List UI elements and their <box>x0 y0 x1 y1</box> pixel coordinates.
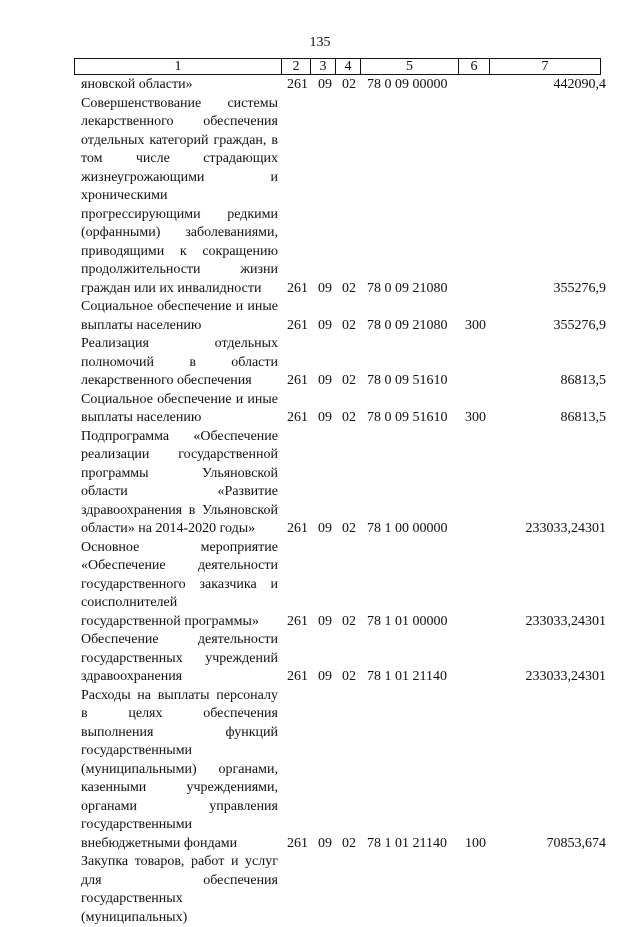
cell-expense-type: 100 <box>465 835 486 851</box>
cell-ministry-code: 261 <box>287 317 308 333</box>
row-description: Реализация отдельных полномочий в области лекарственного обеспечения <box>81 336 278 388</box>
table-row <box>0 631 640 687</box>
row-description: Подпрограмма «Обеспечение реализации государственной программы Ульяновской области «Развитие здравоохранения в Ульяновской области» на 2014-2020 годы» <box>81 428 278 536</box>
cell-amount: 233033,24301 <box>525 613 606 629</box>
cell-amount: 355276,9 <box>553 317 606 333</box>
column-header-2: 2 <box>282 59 311 75</box>
cell-section: 09 <box>318 373 332 388</box>
row-description: Социальное обеспечение и иные выплаты населению <box>81 299 278 333</box>
cell-ministry-code: 261 <box>287 835 308 851</box>
cell-amount: 355276,9 <box>553 280 606 296</box>
cell-target-article: 78 1 00 00000 <box>367 521 448 536</box>
cell-section: 09 <box>318 77 332 92</box>
row-description: Обеспечение деятельности государственных учреждений здравоохранения <box>81 632 278 684</box>
cell-ministry-code: 261 <box>287 521 308 536</box>
table-row <box>0 539 640 632</box>
table-row <box>0 298 640 335</box>
column-header-3: 3 <box>311 59 336 75</box>
cell-ministry-code: 261 <box>287 410 308 425</box>
table-row <box>0 76 640 95</box>
row-description: Совершенствование системы лекарственного обеспечения отдельных категорий граждан, в том числе страдающих жизнеугрожающими и хроническими прогрессирующими редкими (орфанными) заболеваниями, приводящими к сокращению продолжительности жизни граждан или их инвалидности <box>81 95 278 296</box>
cell-section: 09 <box>318 410 332 425</box>
cell-amount: 86813,5 <box>560 410 606 425</box>
table-row <box>0 391 640 428</box>
row-description: Основное мероприятие «Обеспечение деятельности государственного заказчика и соисполнителей государственной программы» <box>81 539 278 629</box>
cell-subsection: 02 <box>342 521 356 536</box>
cell-amount: 86813,5 <box>560 373 606 388</box>
cell-ministry-code: 261 <box>287 280 308 296</box>
row-description: Расходы на выплаты персоналу в целях обеспечения выполнения функций государственными (муниципальными) органами, казенными учреждениями, органами управления государственными внебюджетными фондами <box>81 687 278 851</box>
row-description: яновской области» <box>81 77 193 92</box>
cell-target-article: 78 1 01 21140 <box>367 835 447 851</box>
cell-expense-type: 300 <box>465 410 486 425</box>
column-header-1: 1 <box>75 59 282 75</box>
cell-subsection: 02 <box>342 77 356 92</box>
cell-subsection: 02 <box>342 835 356 851</box>
column-header-4: 4 <box>336 59 361 75</box>
cell-section: 09 <box>318 669 332 684</box>
column-header-7: 7 <box>490 59 601 75</box>
table-row <box>0 95 640 299</box>
column-header-row <box>74 58 601 75</box>
cell-ministry-code: 261 <box>287 77 308 92</box>
budget-table-body <box>0 76 640 927</box>
column-header-5: 5 <box>361 59 459 75</box>
cell-target-article: 78 1 01 00000 <box>367 613 448 629</box>
cell-target-article: 78 0 09 00000 <box>367 77 448 92</box>
cell-amount: 233033,24301 <box>525 669 606 684</box>
cell-target-article: 78 0 09 51610 <box>367 410 448 425</box>
cell-amount: 233033,24301 <box>525 521 606 536</box>
cell-target-article: 78 0 09 21080 <box>367 317 448 333</box>
cell-section: 09 <box>318 613 332 629</box>
page-number: 135 <box>309 35 331 50</box>
row-description: Закупка товаров, работ и услуг для обеспечения государственных (муниципальных) <box>81 854 278 925</box>
cell-amount: 70853,674 <box>546 835 606 851</box>
cell-subsection: 02 <box>342 373 356 388</box>
cell-ministry-code: 261 <box>287 669 308 684</box>
column-header-6: 6 <box>459 59 490 75</box>
cell-target-article: 78 0 09 51610 <box>367 373 448 388</box>
cell-section: 09 <box>318 835 332 851</box>
cell-subsection: 02 <box>342 669 356 684</box>
cell-section: 09 <box>318 521 332 536</box>
cell-target-article: 78 0 09 21080 <box>367 280 448 296</box>
table-row <box>0 335 640 391</box>
cell-subsection: 02 <box>342 280 356 296</box>
cell-target-article: 78 1 01 21140 <box>367 669 447 684</box>
table-row <box>0 853 640 927</box>
cell-expense-type: 300 <box>465 317 486 333</box>
cell-amount: 442090,4 <box>553 77 606 92</box>
cell-ministry-code: 261 <box>287 373 308 388</box>
cell-subsection: 02 <box>342 410 356 425</box>
cell-subsection: 02 <box>342 317 356 333</box>
table-row <box>0 687 640 854</box>
cell-section: 09 <box>318 317 332 333</box>
row-description: Социальное обеспечение и иные выплаты населению <box>81 391 278 425</box>
cell-section: 09 <box>318 280 332 296</box>
table-row <box>0 428 640 539</box>
cell-ministry-code: 261 <box>287 613 308 629</box>
cell-subsection: 02 <box>342 613 356 629</box>
